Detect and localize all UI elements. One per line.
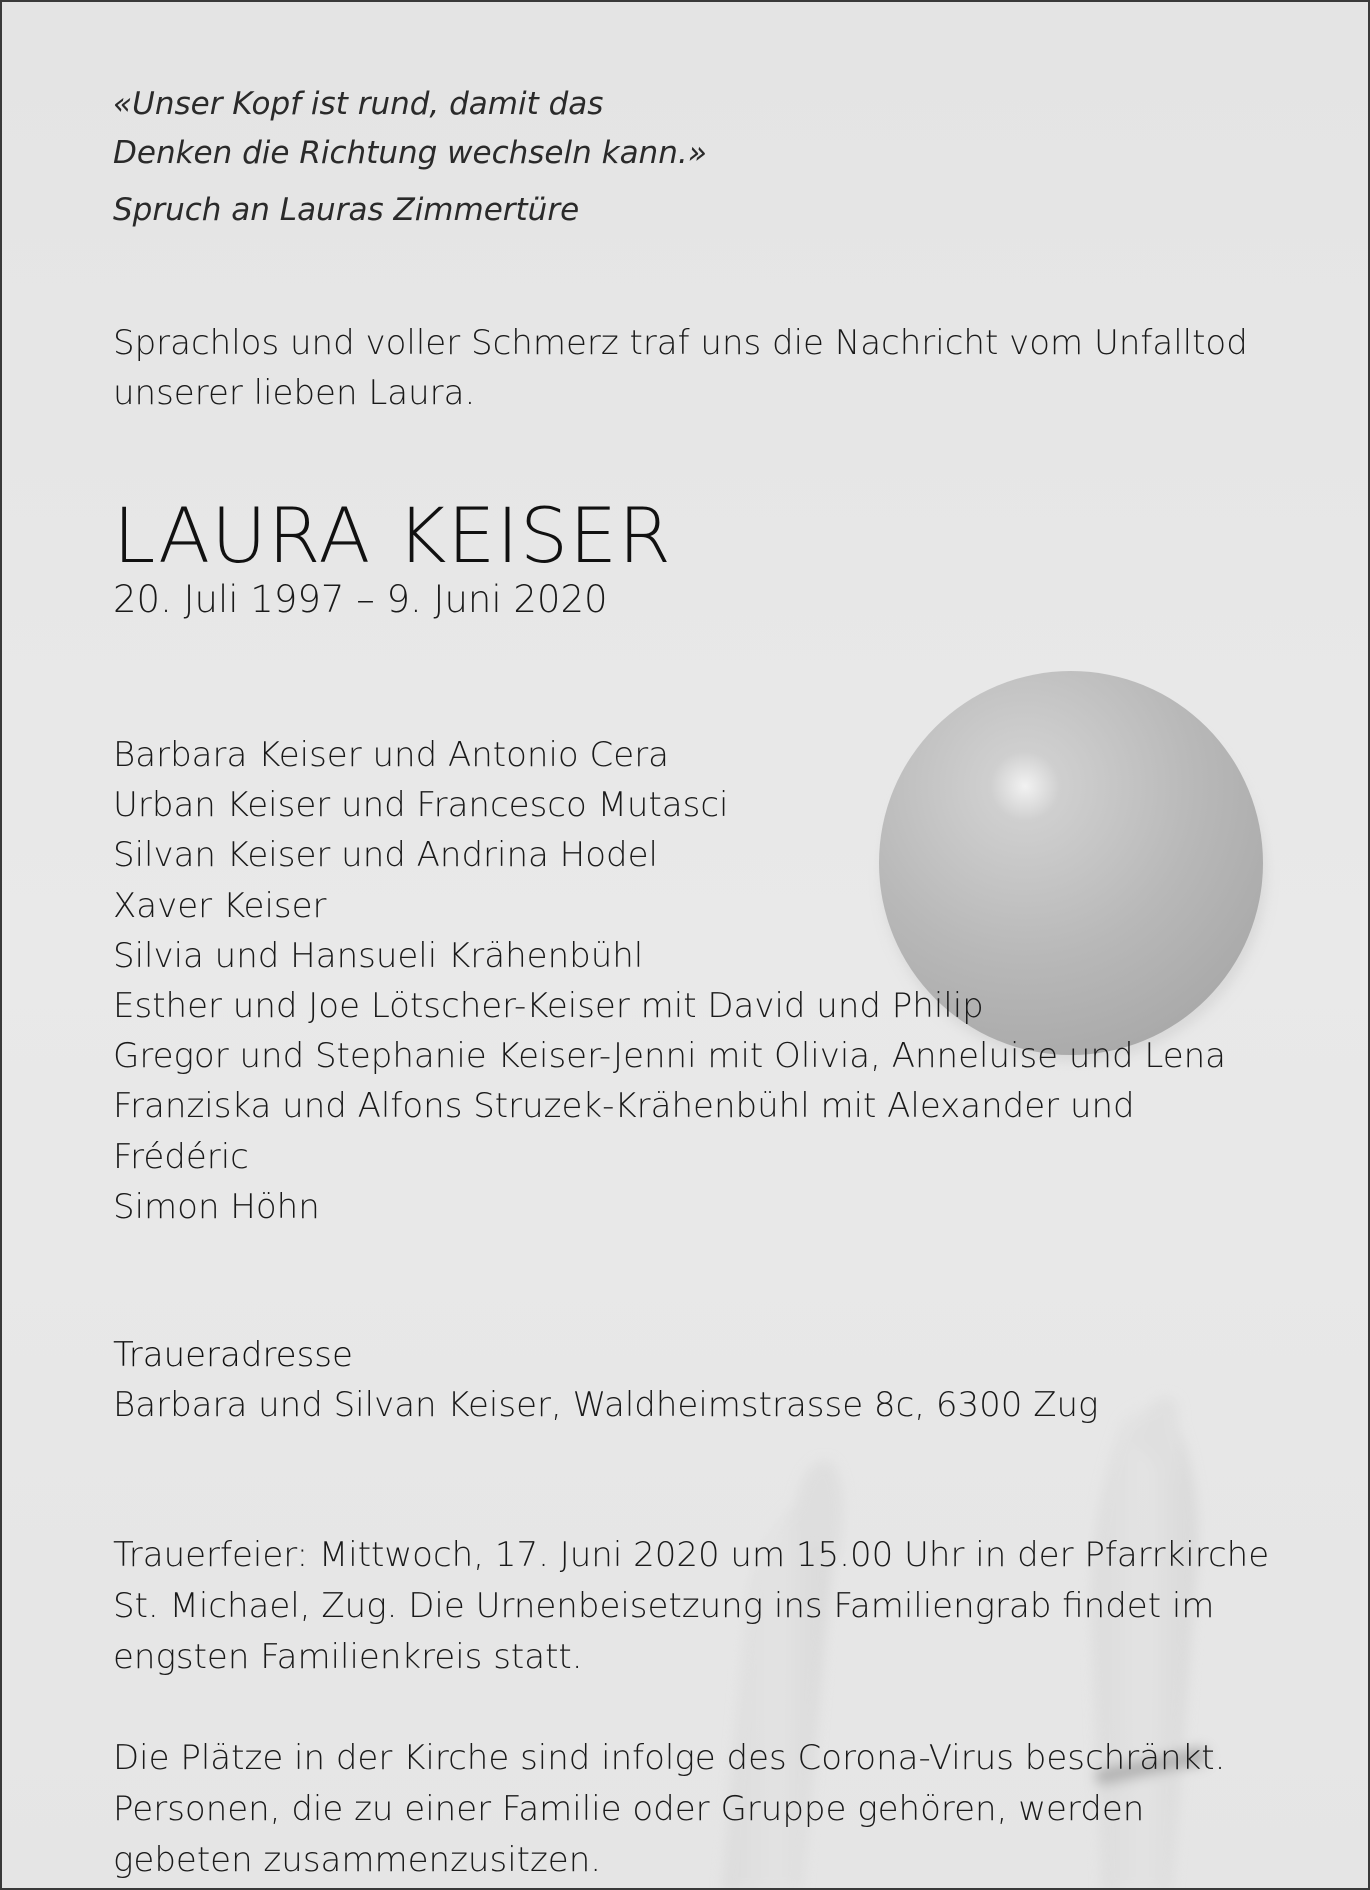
funeral-info bbox=[113, 1530, 1270, 1683]
notice-line: Personen, die zu einer Familie oder Gruppe gehören, werden bbox=[113, 1789, 1145, 1830]
funeral-line: Trauerfeier: Mittwoch, 17. Juni 2020 um 15.00 Uhr in der Pfarrkirche bbox=[113, 1535, 1270, 1576]
mourner-entry: Gregor und Stephanie Keiser-Jenni mit Olivia, Anneluise und Lena bbox=[113, 1036, 1227, 1077]
intro-line: Sprachlos und voller Schmerz traf uns die Nachricht vom Unfalltod bbox=[113, 323, 1248, 363]
mourner-entry: Simon Höhn bbox=[113, 1186, 320, 1227]
mourner-entry: Esther und Joe Lötscher-Keiser mit David und Philip bbox=[113, 986, 984, 1027]
obituary-text bbox=[113, 80, 1270, 1886]
notice-line: Die Plätze in der Kirche sind infolge des Corona-Virus beschränkt. bbox=[113, 1738, 1226, 1779]
deceased-name: LAURA KEISER bbox=[113, 491, 672, 580]
mourner-entry: Silvan Keiser und Andrina Hodel bbox=[113, 835, 658, 876]
quote-line: «Unser Kopf ist rund, damit das bbox=[113, 86, 604, 122]
mourner-entry: Silvia und Hansueli Krähenbühl bbox=[113, 935, 644, 976]
mourner-entry: Xaver Keiser bbox=[113, 885, 327, 926]
mourner-entry: Urban Keiser und Francesco Mutasci bbox=[113, 785, 729, 826]
intro-line: unserer lieben Laura. bbox=[113, 373, 476, 413]
corona-notice bbox=[113, 1733, 1263, 1886]
funeral-line: engsten Familienkreis statt. bbox=[113, 1637, 583, 1678]
quote bbox=[113, 80, 1263, 178]
funeral-line: St. Michael, Zug. Die Urnenbeisetzung ins Familiengrab findet im bbox=[113, 1586, 1215, 1627]
mourner-entry: Barbara Keiser und Antonio Cera bbox=[113, 735, 670, 775]
life-dates: 20. Juli 1997 – 9. Juni 2020 bbox=[113, 578, 608, 621]
mourners-list bbox=[113, 730, 1263, 1232]
quote-source: Spruch an Lauras Zimmertüre bbox=[113, 192, 580, 228]
address-label: Traueradresse bbox=[113, 1335, 353, 1376]
notice-line: gebeten zusammenzusitzen. bbox=[113, 1840, 602, 1881]
address-value: Barbara und Silvan Keiser, Waldheimstrasse 8c, 6300 Zug bbox=[113, 1385, 1099, 1426]
mourner-entry: Franziska und Alfons Struzek-Krähenbühl mit Alexander und Frédéric bbox=[113, 1086, 1135, 1177]
quote-line: Denken die Richtung wechseln kann.» bbox=[113, 135, 707, 171]
intro-text bbox=[113, 318, 1263, 418]
